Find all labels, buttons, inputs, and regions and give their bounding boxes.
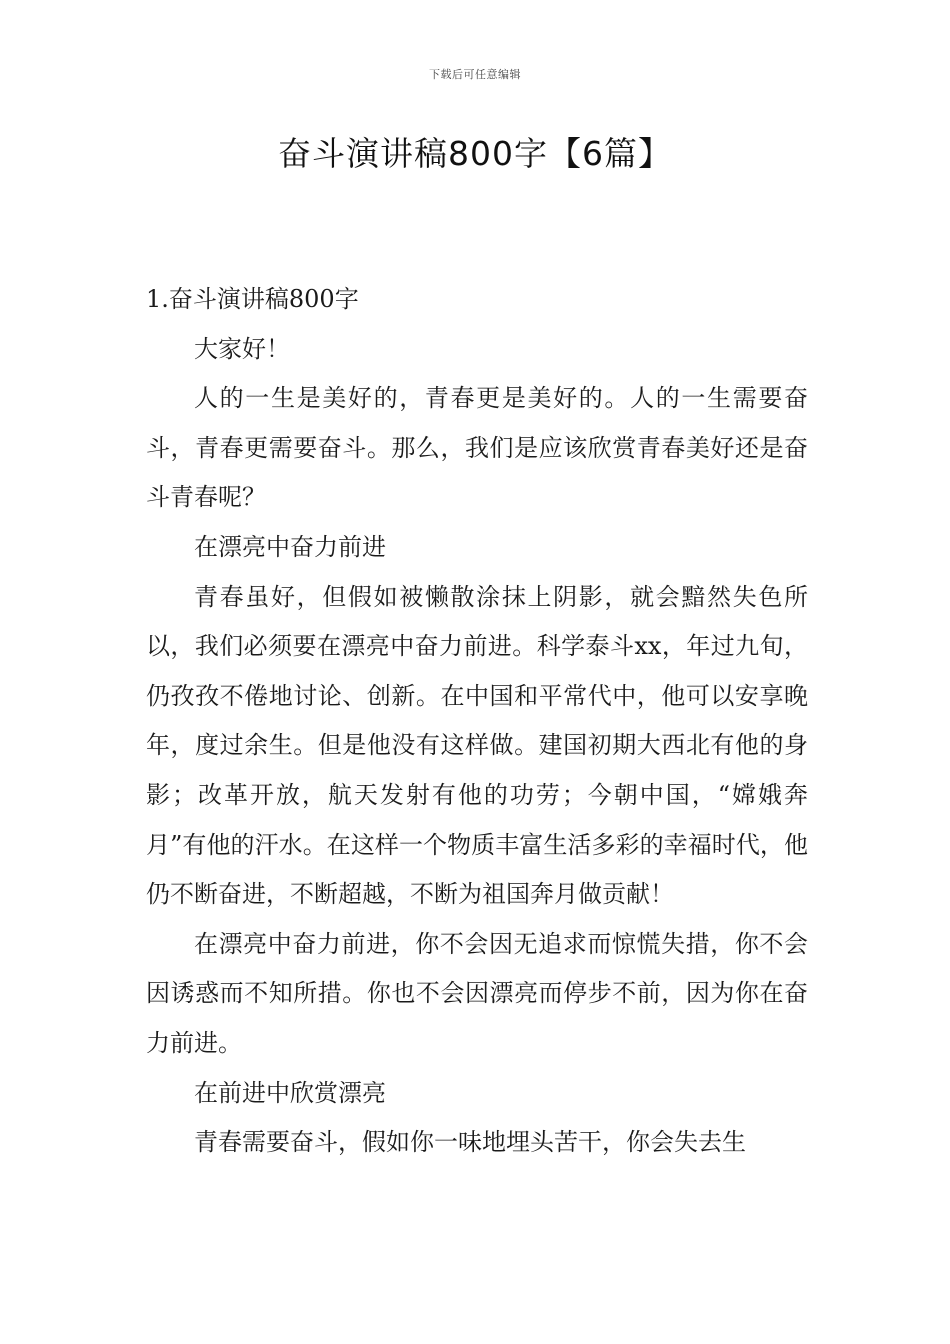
section-heading: 1.奋斗演讲稿800字 [146,285,359,313]
body-paragraph: 人的一生是美好的，青春更是美好的。人的一生需要奋斗，青春更需要奋斗。那么，我们是应该欣赏青春美好还是奋斗青春呢？ [146,384,808,512]
header-note: 下载后可任意编辑 [429,68,521,81]
body-paragraph: 青春虽好，但假如被懒散涂抹上阴影，就会黯然失色所以，我们必须要在漂亮中奋力前进。科学泰斗xx，年过九旬，仍孜孜不倦地讨论、创新。在中国和平常代中，他可以安享晚年，度过余生。但是他没有这样做。建国初期大西北有他的身影；改革开放，航天发射有他的功劳；今朝中国，“嫦娥奔月”有他的汗水。在这样一个物质丰富生活多彩的幸福时代，他仍不断奋进，不断超越，不断为祖国奔月做贡献！ [146,582,808,909]
document-title: 奋斗演讲稿800字【6篇】 [278,134,672,173]
subheading-paragraph: 在前进中欣赏漂亮 [194,1078,386,1107]
document-body [146,275,808,1168]
body-paragraph: 在漂亮中奋力前进，你不会因无追求而惊慌失措，你不会因诱惑而不知所措。你也不会因漂亮而停步不前，因为你在奋力前进。 [146,929,808,1057]
greeting-paragraph: 大家好！ [194,334,290,363]
subheading-paragraph: 在漂亮中奋力前进 [194,532,386,561]
body-paragraph: 青春需要奋斗，假如你一味地埋头苦干，你会失去生 [194,1128,746,1157]
